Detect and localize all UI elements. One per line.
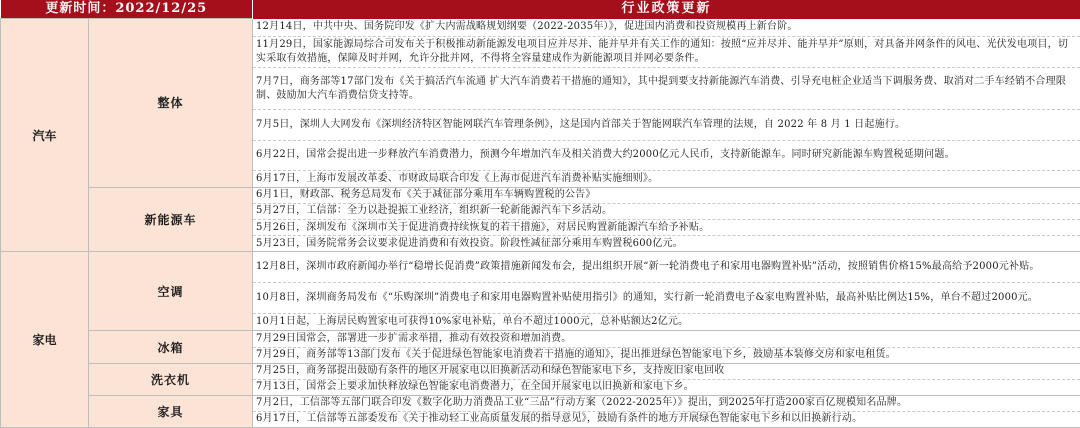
subcategory-washing-machine: 洗衣机 <box>89 363 253 395</box>
category-auto: 汽车 <box>1 19 89 252</box>
subcategory-air-conditioner: 空调 <box>89 252 253 331</box>
policy-item: 7月5日，深圳人大网发布《深圳经济特区智能网联汽车管理条例》，这是国内首部关于智能网联汽车管理的法规，自 2022 年 8 月 1 日起施行。 <box>253 110 1080 140</box>
policy-item: 10月8日，深圳商务局发布《“乐购深圳”消费电子和家用电器购置补贴使用指引》的通知，实行新一轮消费电子&家电购置补贴，最高补贴比例达15%，单台不超过2000元。 <box>253 283 1080 314</box>
policy-item: 6月17日，工信部等五部委发布《关于推动轻工业高质量发展的指导意见》，鼓励有条件的地方开展绿色智能家电下乡和以旧换新行动。 <box>253 411 1080 427</box>
policy-item: 7月7日，商务部等17部门发布《关于搞活汽车流通 扩大汽车消费若干措施的通知》，其中提到要支持新能源汽车消费、引导充电桩企业适当下调服务费、取消对二手车经销不合理限制、鼓励加大汽车消费信贷支持等。 <box>253 68 1080 110</box>
table-row <box>1 395 1080 411</box>
policy-item: 7月2日，工信部等五部门联合印发《数字化助力消费品工业“三品”行动方案（2022-2025年）》提出，到2025年打造200家百亿规模知名品牌。 <box>253 395 1080 411</box>
policy-item: 12月8日，深圳市政府新闻办举行“稳增长促消费”政策措施新闻发布会，提出组织开展“新一轮消费电子和家用电器购置补贴”活动，按照销售价格15%最高给予2000元补贴。 <box>253 252 1080 283</box>
update-time-header: 更新时间：2022/12/25 <box>1 0 253 19</box>
policy-title-header: 行业政策更新 <box>253 0 1080 19</box>
policy-item: 11月29日，国家能源局综合司发布关于积极推动新能源发电项目应并尽并、能并早并有关工作的通知：按照“应并尽并、能并早并”原则，对具备并网条件的风电、光伏发电项目，切实采取有效措施，保障及时并网，允许分批并网，不得将全容量建成作为新能源项目并网必要条件。 <box>253 37 1080 68</box>
category-appliance: 家电 <box>1 252 89 428</box>
table-header-row <box>1 0 1080 19</box>
policy-item: 6月17日，上海市发展改革委、市财政局联合印发《上海市促进汽车消费补贴实施细则》。 <box>253 170 1080 187</box>
policy-item: 12月14日，中共中央、国务院印发《扩大内需战略规划纲要（2022-2035年）》，促进国内消费和投资规模再上新台阶。 <box>253 19 1080 37</box>
table-row <box>1 363 1080 379</box>
policy-item: 5月27日，工信部：全力以赴提振工业经济，组织新一轮新能源汽车下乡活动。 <box>253 203 1080 219</box>
policy-item: 7月25日，商务部提出鼓励有条件的地区开展家电以旧换新活动和绿色智能家电下乡，支持废旧家电回收 <box>253 363 1080 379</box>
policy-item: 7月29日，商务部等13部门发布《关于促进绿色智能家电消费若干措施的通知》，提出推进绿色智能家电下乡，鼓励基本装修交房和家电租赁。 <box>253 347 1080 363</box>
table-row <box>1 19 1080 37</box>
policy-item: 6月22日，国常会提出进一步释放汽车消费潜力，预测今年增加汽车及相关消费大约2000亿元人民币，支持新能源车。同时研究新能源车购置税延期问题。 <box>253 140 1080 170</box>
subcategory-auto-overall: 整体 <box>89 19 253 188</box>
policy-item: 10月1日起，上海居民购置家电可获得10%家电补贴，单台不超过1000元，总补贴额达2亿元。 <box>253 314 1080 331</box>
table-row <box>1 252 1080 283</box>
policy-item: 5月26日，深圳发布《深圳市关于促进消费持续恢复的若干措施》，对居民购置新能源汽车给予补贴。 <box>253 219 1080 235</box>
table-row <box>1 331 1080 347</box>
policy-item: 7月29日国常会，部署进一步扩需求举措，推动有效投资和增加消费。 <box>253 331 1080 347</box>
policy-item: 6月1日，财政部、税务总局发布《关于减征部分乘用车车辆购置税的公告》 <box>253 187 1080 203</box>
policy-item: 5月23日，国务院常务会议要求促进消费和有效投资。阶段性减征部分乘用车购置税600亿元。 <box>253 236 1080 252</box>
subcategory-furniture: 家具 <box>89 395 253 427</box>
policy-item: 7月13日，国常会上要求加快释放绿色智能家电消费潜力，在全国开展家电以旧换新和家电下乡。 <box>253 379 1080 395</box>
table-row <box>1 187 1080 203</box>
subcategory-nev: 新能源车 <box>89 187 253 251</box>
subcategory-refrigerator: 冰箱 <box>89 331 253 363</box>
